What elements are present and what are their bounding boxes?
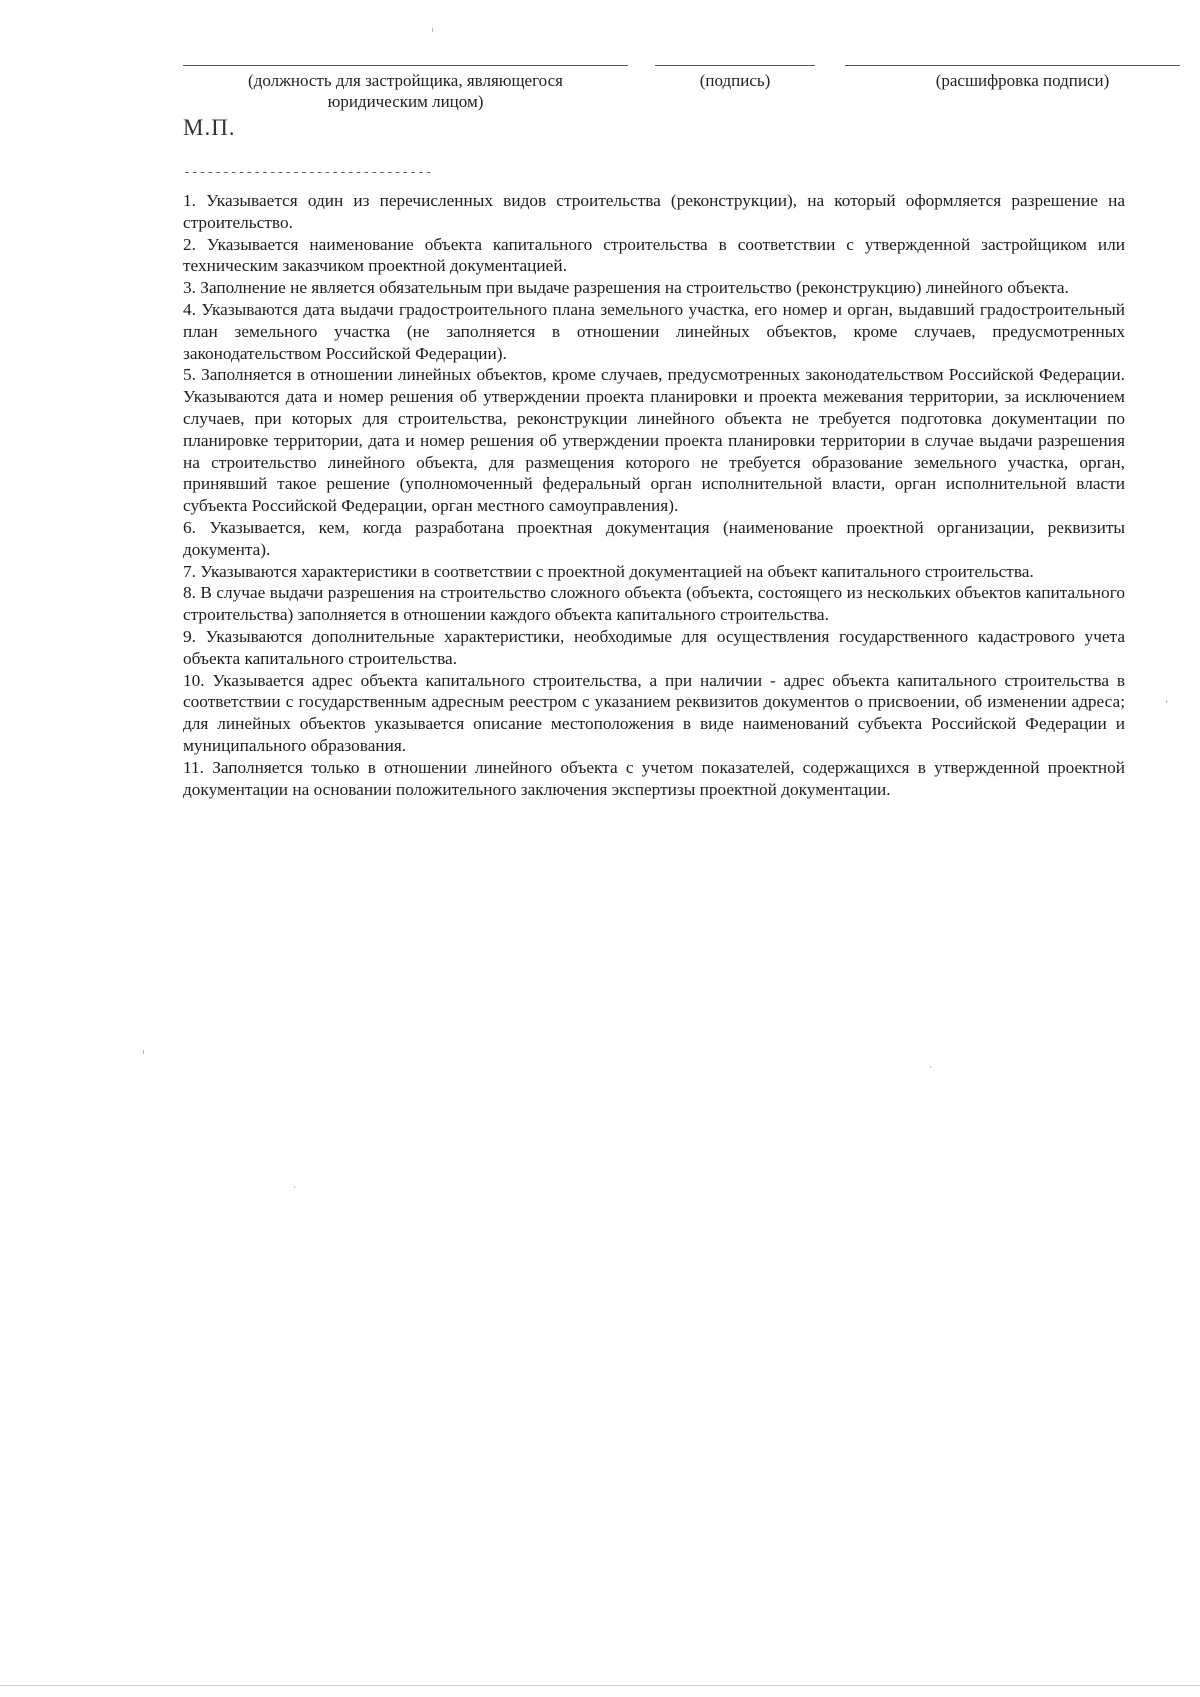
footnote-1: 1. Указывается один из перечисленных видов строительства (реконструкции), на который оформляется разрешение на строительство. — [183, 191, 1125, 232]
position-caption: (должность для застройщика, являющегося юридическим лицом) — [248, 71, 563, 111]
footnotes — [183, 190, 1125, 800]
footnote-separator: -------------------------------- — [183, 166, 433, 179]
footnote-11: 11. Заполняется только в отношении линейного объекта с учетом показателей, содержащихся в утвержденной проектной документации на основании положительного заключения экспертизы проектной документации. — [183, 757, 1125, 799]
stamp-label: М.П. — [183, 115, 236, 140]
footnote-7: 7. Указываются характеристики в соответствии с проектной документацией на объект капитального строительства. — [183, 561, 1034, 581]
scan-speck — [1166, 700, 1167, 703]
scan-speck — [294, 1186, 295, 1188]
footnote-3: 3. Заполнение не является обязательным при выдаче разрешения на строительство (реконструкцию) линейного объекта. — [183, 278, 1069, 298]
scan-speck — [930, 1066, 931, 1068]
scan-bottom-edge — [0, 1685, 1200, 1686]
footnote-2: 2. Указывается наименование объекта капитального строительства в соответствии с утвержденной застройщиком или техническим заказчиком проектной документацией. — [183, 234, 1125, 276]
signature-line — [655, 65, 815, 66]
scan-speck — [143, 1050, 144, 1054]
scan-speck — [432, 28, 433, 32]
decoding-caption: (расшифровка подписи) — [935, 71, 1110, 90]
footnote-8: 8. В случае выдачи разрешения на строительство сложного объекта (объекта, состоящего из нескольких объектов капитального строительства) заполняется в отношении каждого объекта капитального строительства. — [183, 583, 1125, 625]
decoding-signature-line — [845, 65, 1180, 66]
position-signature-line — [183, 65, 628, 66]
footnote-10: 10. Указывается адрес объекта капитального строительства, а при наличии - адрес объекта капитального строительства в соответствии с государственным адресным реестром с указанием реквизитов документов о присвоении, об изменении адреса; для линейных объектов указывается описание местоположения в виде наименований субъекта Российской Федерации и муниципального образования. — [183, 670, 1125, 755]
footnote-4: 4. Указываются дата выдачи градостроительного плана земельного участка, его номер и орган, выдавший градостроительный план земельного участка (не заполняется в отношении линейных объектов, кроме случаев, предусмотренных законодательством Российской Федерации). — [183, 299, 1125, 363]
footnote-6: 6. Указывается, кем, когда разработана проектная документация (наименование проектной организации, реквизиты документа). — [183, 517, 1125, 559]
footnote-9: 9. Указываются дополнительные характеристики, необходимые для осуществления государственного кадастрового учета объекта капитального строительства. — [183, 626, 1125, 668]
footnote-5: 5. Заполняется в отношении линейных объектов, кроме случаев, предусмотренных законодательством Российской Федерации. Указываются дата и номер решения об утверждении проекта планировки и проекта межевания территории, за исключением случаев, при которых для строительства, реконструкции линейного объекта не требуется подготовка документации по планировке территории, дата и номер решения об утверждении проекта планировки территории в случае выдачи разрешения на строительство линейного объекта, для размещения которого не требуется образование земельного участка, орган, принявший такое решение (уполномоченный федеральный орган исполнительной власти, орган исполнительной власти субъекта Российской Федерации, орган местного самоуправления). — [183, 365, 1125, 516]
signature-caption: (подпись) — [699, 71, 771, 90]
